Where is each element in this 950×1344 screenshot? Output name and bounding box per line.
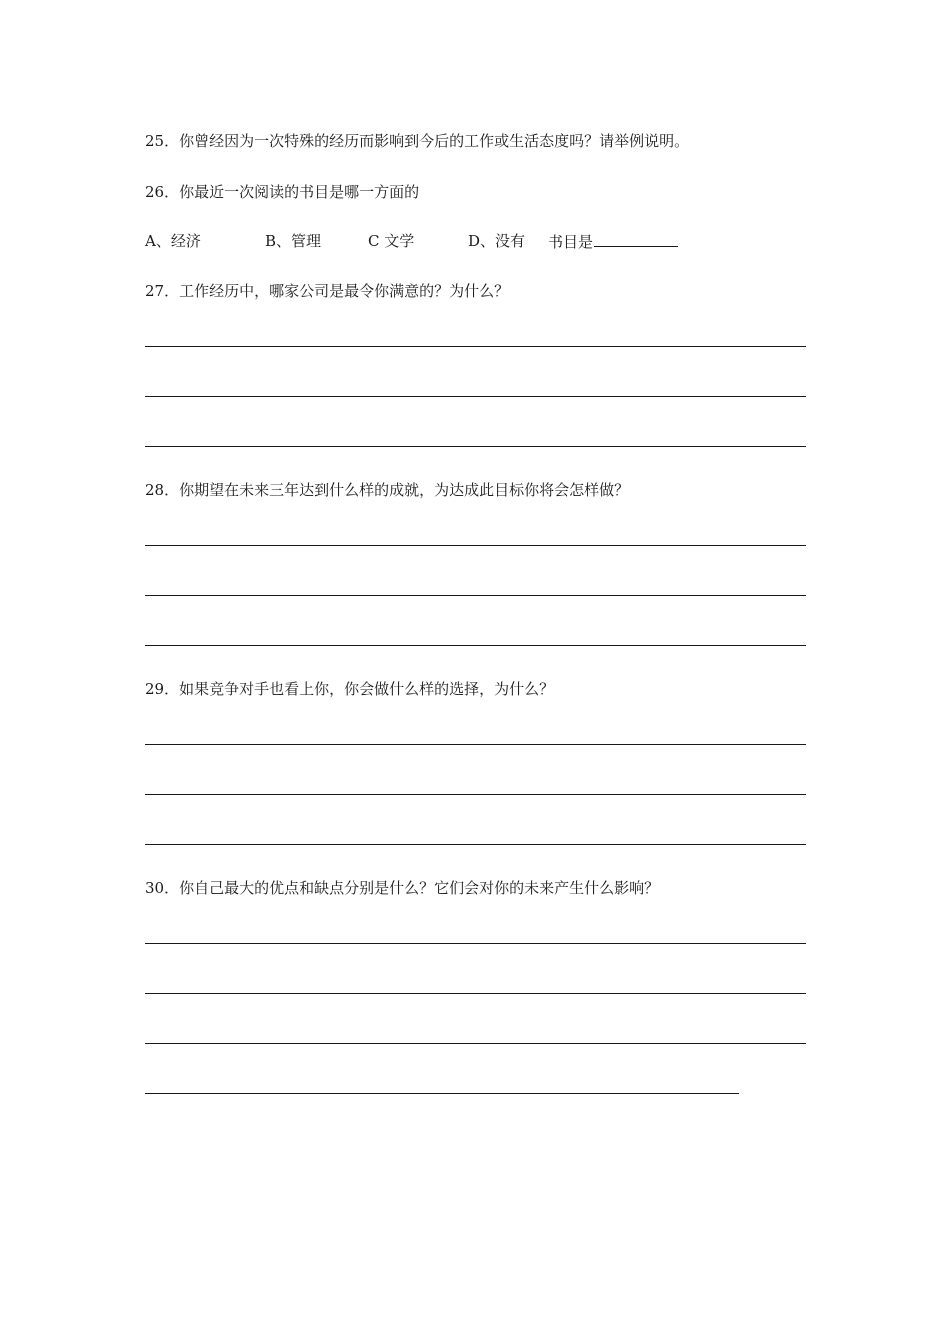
answer-line-29-3[interactable] (145, 844, 806, 845)
answer-line-30-3[interactable] (145, 1043, 806, 1044)
answer-line-29-1[interactable] (145, 744, 806, 745)
answer-line-30-2[interactable] (145, 993, 806, 994)
answer-line-28-3[interactable] (145, 645, 806, 646)
question-28: 28．你期望在未来三年达到什么样的成就，为达成此目标你将会怎样做？ (145, 481, 630, 499)
question-27: 27．工作经历中，哪家公司是最令你满意的？为什么？ (145, 282, 510, 300)
answer-line-27-1[interactable] (145, 346, 806, 347)
answer-line-28-2[interactable] (145, 595, 806, 596)
option-c-literature: C 文学 (368, 232, 415, 250)
option-a-economy: A、经济 (145, 232, 201, 250)
answer-line-29-2[interactable] (145, 794, 806, 795)
book-title-field (548, 231, 678, 252)
answer-line-27-3[interactable] (145, 446, 806, 447)
question-29: 29．如果竞争对手也看上你，你会做什么样的选择，为什么？ (145, 680, 555, 698)
option-b-management: B、管理 (265, 232, 322, 250)
book-title-label: 书目是 (548, 233, 594, 251)
answer-line-30-1[interactable] (145, 943, 806, 944)
answer-line-27-2[interactable] (145, 396, 806, 397)
book-title-blank[interactable] (594, 231, 678, 247)
answer-line-30-4[interactable] (145, 1093, 739, 1094)
question-26: 26．你最近一次阅读的书目是哪一方面的 (145, 183, 420, 201)
question-25: 25．你曾经因为一次特殊的经历而影响到今后的工作或生活态度吗？请举例说明。 (145, 132, 690, 150)
answer-line-28-1[interactable] (145, 545, 806, 546)
question-30: 30．你自己最大的优点和缺点分别是什么？它们会对你的未来产生什么影响？ (145, 879, 660, 897)
option-d-none: D、没有 (468, 232, 526, 250)
